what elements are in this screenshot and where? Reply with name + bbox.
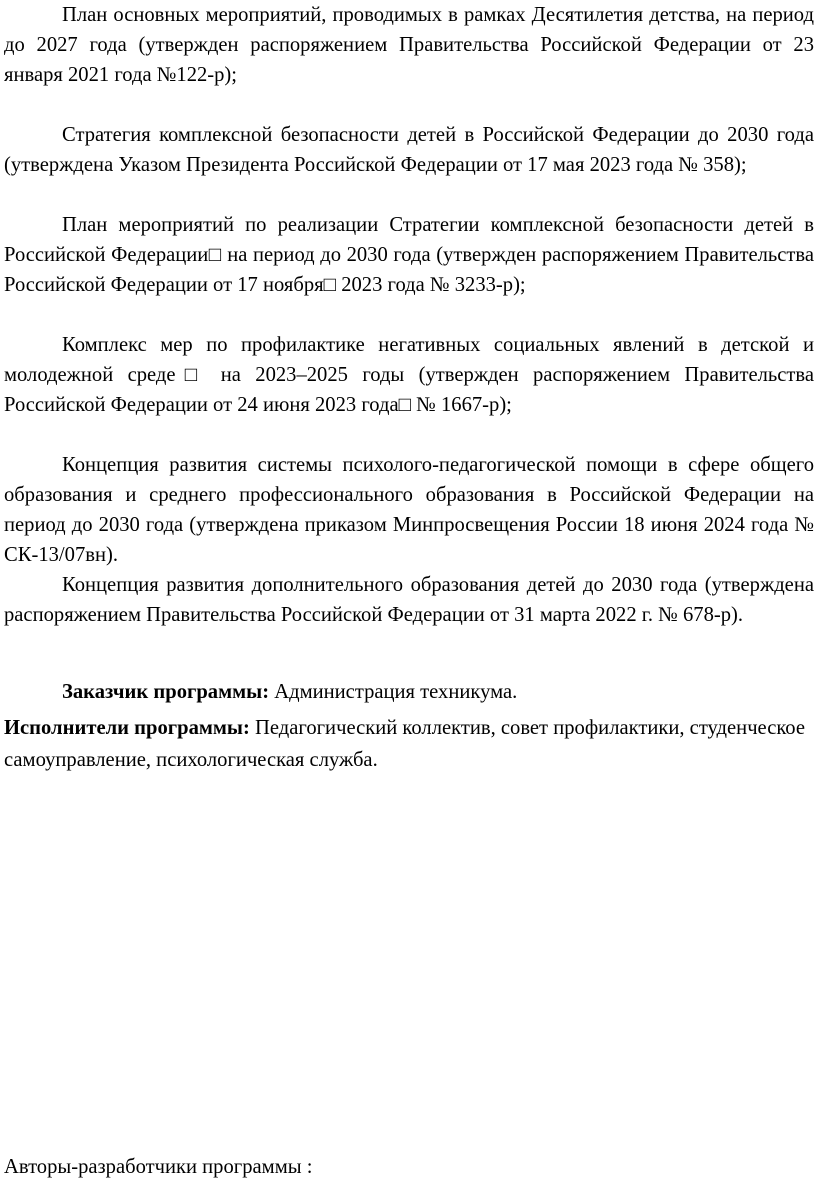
paragraph-prevention-measures: Комплекс мер по профилактике негативных социальных явлений в детской и молодежной среде□ на 2023–2025 годы (утвержден распоряжением Правительства Российской Федерации от 24 июня 2023 года□ № 1667-р); <box>4 334 814 416</box>
paragraph-strategy-implementation-plan: План мероприятий по реализации Стратегии комплексной безопасности детей в Российской Федерации□ на период до 2030 года (утвержден распоряжением Правительства Российской Федерации от 17 ноября□ 2023 года № 3233-р); <box>4 214 814 296</box>
program-customer-value: Администрация техникума. <box>269 681 518 703</box>
program-executors <box>4 712 814 776</box>
paragraph-decade-of-childhood-plan: План основных мероприятий, проводимых в рамках Десятилетия детства, на период до 2027 года (утвержден распоряжением Правительства Российской Федерации от 23 января 2021 года №122-р); <box>4 4 814 86</box>
program-executors-value: Педагогический коллектив, совет профилактики, студенческое самоуправление, психологическая служба. <box>4 717 805 771</box>
paragraph-child-safety-strategy: Стратегия комплексной безопасности детей в Российской Федерации до 2030 года (утверждена Указом Президента Российской Федерации от 17 мая 2023 года № 358); <box>4 124 814 176</box>
program-executors-label: Исполнители программы: <box>4 717 250 739</box>
paragraph-additional-education-concept: Концепция развития дополнительного образования детей до 2030 года (утверждена распоряжением Правительства Российской Федерации от 31 марта 2022 г. № 678-р). <box>4 574 814 626</box>
program-customer <box>4 676 814 708</box>
program-authors-label: Авторы-разработчики программы : <box>4 1156 313 1178</box>
document-page <box>4 0 814 776</box>
paragraph-psych-pedagogical-concept: Концепция развития системы психолого-педагогической помощи в сфере общего образования и среднего профессионального образования в Российской Федерации на период до 2030 года (утверждена приказом Минпросвещения России 18 июня 2024 года № СК-13/07вн). <box>4 454 814 566</box>
program-customer-label: Заказчик программы: <box>62 681 270 703</box>
